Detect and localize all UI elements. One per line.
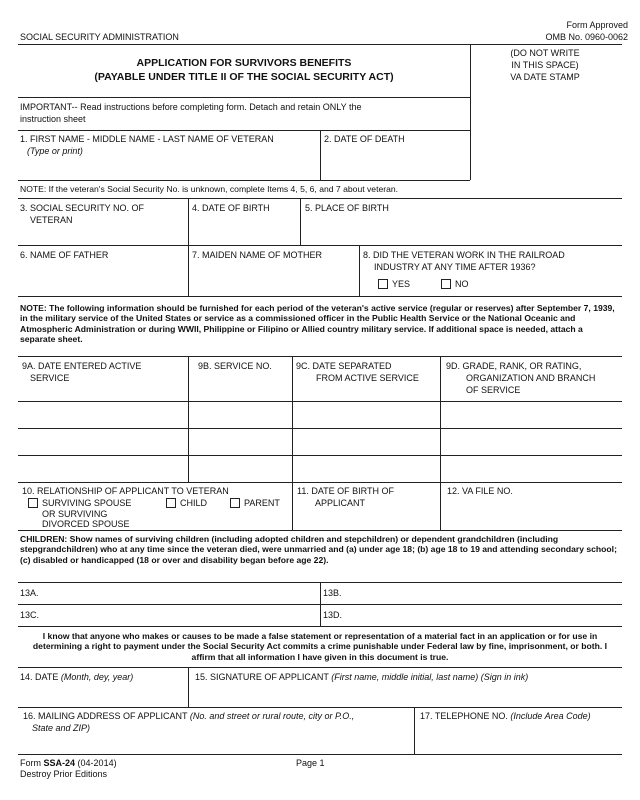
spouse-label-3: DIVORCED SPOUSE bbox=[42, 519, 130, 529]
important-line1: IMPORTANT-- Read instructions before completing form. Detach and retain ONLY the bbox=[20, 102, 362, 112]
veteran-ssn-label-2: VETERAN bbox=[30, 215, 73, 225]
date-of-death-field[interactable] bbox=[321, 131, 470, 180]
telephone-label: 17. TELEPHONE NO. (Include Area Code) bbox=[420, 711, 591, 721]
railroad-question-1: 8. DID THE VETERAN WORK IN THE RAILROAD bbox=[363, 250, 565, 260]
omb-number: OMB No. 0960-0062 bbox=[545, 32, 628, 42]
child-13c-field[interactable] bbox=[18, 605, 320, 626]
applicant-signature-field[interactable] bbox=[189, 668, 621, 706]
applicant-dob-label-2: APPLICANT bbox=[315, 498, 366, 508]
veteran-dob-label: 4. DATE OF BIRTH bbox=[192, 203, 270, 213]
spouse-label-1: SURVIVING SPOUSE bbox=[42, 498, 132, 508]
service-note: NOTE: The following information should be furnished for each period of the veteran's active service (regular or reserves) after September 7, 1939, in the military service of the United States or service as a commissioned officer in the Public Health Service or the National Oceanic and Atmospheric Administration or during WWII, Philippine or Filipino or Allied country military service. If additional space is needed, attach a separate sheet. bbox=[20, 303, 615, 345]
place-of-birth-label: 5. PLACE OF BIRTH bbox=[305, 203, 389, 213]
ssn-note: NOTE: If the veteran's Social Security No. is unknown, complete Items 4, 5, 6, and 7 about veteran. bbox=[20, 184, 399, 194]
agency-name: SOCIAL SECURITY ADMINISTRATION bbox=[20, 32, 179, 42]
date-entered-service-label-1: 9A. DATE ENTERED ACTIVE bbox=[22, 361, 142, 371]
child-checkbox[interactable] bbox=[166, 498, 176, 508]
children-instructions: CHILDREN: Show names of surviving children (including adopted children and stepchildren) or dependent grandchildren (including stepgrandchildren) who at any time since the veteran died, were unmarried and (a) under age 18; (b) age 18 to 19 and attending secondary school; (c) disabled or handicapped (18 or over and disability began before age 22). bbox=[20, 534, 617, 565]
railroad-question-2: INDUSTRY AT ANY TIME AFTER 1936? bbox=[374, 262, 536, 272]
form-title-line1: APPLICATION FOR SURVIVORS BENEFITS bbox=[136, 57, 352, 69]
veteran-dob-field[interactable] bbox=[189, 199, 300, 245]
relationship-spouse-option[interactable] bbox=[28, 498, 131, 509]
relationship-parent-option[interactable] bbox=[230, 498, 280, 509]
stamp-line3: VA DATE STAMP bbox=[510, 72, 580, 82]
child-13a-field[interactable] bbox=[18, 583, 320, 604]
form-title-line2: (PAYABLE UNDER TITLE II OF THE SOCIAL SECURITY ACT) bbox=[94, 71, 394, 83]
stamp-line1: (DO NOT WRITE bbox=[510, 48, 580, 58]
date-of-death-label: 2. DATE OF DEATH bbox=[324, 134, 405, 144]
date-signed-field[interactable] bbox=[18, 668, 188, 706]
mailing-address-field[interactable] bbox=[18, 708, 414, 753]
veteran-name-label: 1. FIRST NAME - MIDDLE NAME - LAST NAME OF VETERAN bbox=[20, 134, 274, 144]
father-name-label: 6. NAME OF FATHER bbox=[20, 250, 109, 260]
relationship-child-option[interactable] bbox=[166, 498, 207, 509]
va-file-number-label: 12. VA FILE NO. bbox=[447, 486, 513, 496]
mother-maiden-name-field[interactable] bbox=[189, 246, 359, 296]
stamp-line2: IN THIS SPACE) bbox=[511, 60, 579, 70]
date-separated-label-2: FROM ACTIVE SERVICE bbox=[316, 373, 419, 383]
service-row-2[interactable] bbox=[18, 429, 622, 455]
service-row-3[interactable] bbox=[18, 456, 622, 482]
railroad-yes-option[interactable] bbox=[378, 279, 410, 290]
mailing-address-label: 16. MAILING ADDRESS OF APPLICANT (No. and street or rural route, city or P.O., bbox=[23, 711, 355, 721]
no-label: NO bbox=[455, 279, 469, 289]
veteran-ssn-field[interactable] bbox=[18, 199, 188, 245]
form-approved: Form Approved bbox=[566, 20, 628, 30]
telephone-field[interactable] bbox=[415, 708, 621, 753]
child-13b-label: 13B. bbox=[323, 588, 342, 598]
important-line2: instruction sheet bbox=[20, 114, 86, 124]
service-row-1[interactable] bbox=[18, 402, 622, 428]
service-number-label: 9B. SERVICE NO. bbox=[198, 361, 272, 371]
spouse-label-2: OR SURVIVING bbox=[42, 509, 108, 519]
father-name-field[interactable] bbox=[18, 246, 188, 296]
spouse-checkbox[interactable] bbox=[28, 498, 38, 508]
grade-rank-label-1: 9D. GRADE, RANK, OR RATING, bbox=[446, 361, 582, 371]
date-entered-service-label-2: SERVICE bbox=[30, 373, 70, 383]
grade-rank-label-3: OF SERVICE bbox=[466, 385, 521, 395]
parent-checkbox[interactable] bbox=[230, 498, 240, 508]
yes-checkbox[interactable] bbox=[378, 279, 388, 289]
child-13d-label: 13D. bbox=[323, 610, 343, 620]
form-number: Form SSA-24 (04-2014) bbox=[20, 758, 117, 768]
applicant-dob-field[interactable] bbox=[293, 483, 439, 530]
destroy-prior-editions: Destroy Prior Editions bbox=[20, 769, 108, 779]
yes-label: YES bbox=[392, 279, 411, 289]
parent-label: PARENT bbox=[244, 498, 280, 508]
no-checkbox[interactable] bbox=[441, 279, 451, 289]
child-label: CHILD bbox=[180, 498, 208, 508]
mother-maiden-name-label: 7. MAIDEN NAME OF MOTHER bbox=[192, 250, 323, 260]
child-13d-field[interactable] bbox=[321, 605, 621, 626]
date-signed-label: 14. DATE (Month, dey, year) bbox=[20, 672, 134, 682]
va-file-number-field[interactable] bbox=[441, 483, 621, 530]
veteran-name-field[interactable] bbox=[18, 131, 320, 180]
mailing-address-hint: State and ZIP) bbox=[32, 723, 91, 733]
relationship-label: 10. RELATIONSHIP OF APPLICANT TO VETERAN bbox=[22, 486, 229, 496]
applicant-signature-label: 15. SIGNATURE OF APPLICANT (First name, middle initial, last name) (Sign in ink) bbox=[195, 672, 529, 682]
child-13b-field[interactable] bbox=[321, 583, 621, 604]
place-of-birth-field[interactable] bbox=[301, 199, 621, 245]
veteran-ssn-label-1: 3. SOCIAL SECURITY NO. OF bbox=[20, 203, 145, 213]
grade-rank-label-2: ORGANIZATION AND BRANCH bbox=[466, 373, 596, 383]
child-13a-label: 13A. bbox=[20, 588, 39, 598]
veteran-name-hint: (Type or print) bbox=[27, 146, 83, 156]
certification-statement: I know that anyone who makes or causes to be made a false statement or representation of a material fact in an application or for use in determining a right to payment under the Social Security Act commits a crime punishable under Federal law by fine, imprisonment, or both. I affirm that all information I have given in this document is true. bbox=[32, 631, 608, 662]
date-separated-label-1: 9C. DATE SEPARATED bbox=[296, 361, 392, 371]
applicant-dob-label-1: 11. DATE OF BIRTH OF bbox=[297, 486, 395, 496]
child-13c-label: 13C. bbox=[20, 610, 40, 620]
railroad-no-option[interactable] bbox=[441, 279, 469, 290]
page-number: Page 1 bbox=[296, 758, 325, 768]
